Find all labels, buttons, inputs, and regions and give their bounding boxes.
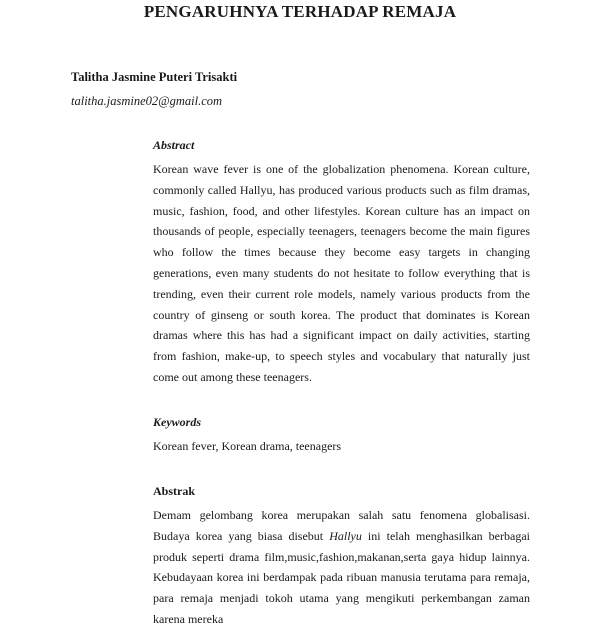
keywords-section bbox=[153, 415, 530, 457]
abstrak-hallyu-term: Hallyu bbox=[329, 528, 362, 543]
abstract-text: Korean wave fever is one of the globalization phenomena. Korean culture, commonly called Hallyu, has produced various products such as film dramas, music, fashion, food, and other lifestyles. Korean culture has an impact on thousands of people, especially teenagers, teenagers become the main figures who follow the times because they become easy targets in changing generations, even many students do not hesitate to follow everything that is trending, even their current role models, namely various products from the country of ginseng or south korea. The product that dominates is Korean dramas where this has had a significant impact on daily activities, starting from fashion, make-up, to speech styles and vocabulary that naturally just come out among these teenagers. bbox=[153, 162, 530, 384]
abstrak-text bbox=[153, 505, 530, 630]
keywords-heading: Keywords bbox=[153, 415, 201, 429]
abstrak-text-part-1: Demam gelombang korea merupakan salah satu fenomena globalisasi. Budaya korea yang biasa disebut bbox=[153, 508, 530, 543]
keywords-text: Korean fever, Korean drama, teenagers bbox=[153, 439, 342, 453]
abstrak-section bbox=[153, 484, 530, 630]
abstrak-heading: Abstrak bbox=[153, 484, 196, 498]
abstrak-text-part-2: ini telah menghasilkan berbagai produk seperti drama film,music,fashion,makanan,serta gaya hidup lainnya. Kebudayaan korea ini berdampak pada ribuan manusia terutama para remaja, para remaja menjadi tokoh utama yang mengikuti perkembangan zaman karena mereka bbox=[153, 528, 530, 626]
author-name: Talitha Jasmine Puteri Trisakti bbox=[71, 70, 238, 84]
abstract-section bbox=[153, 138, 530, 388]
author-email: talitha.jasmine02@gmail.com bbox=[71, 94, 223, 108]
paper-title: PENGARUHNYA TERHADAP REMAJA bbox=[143, 2, 457, 21]
abstract-heading: Abstract bbox=[153, 138, 195, 152]
